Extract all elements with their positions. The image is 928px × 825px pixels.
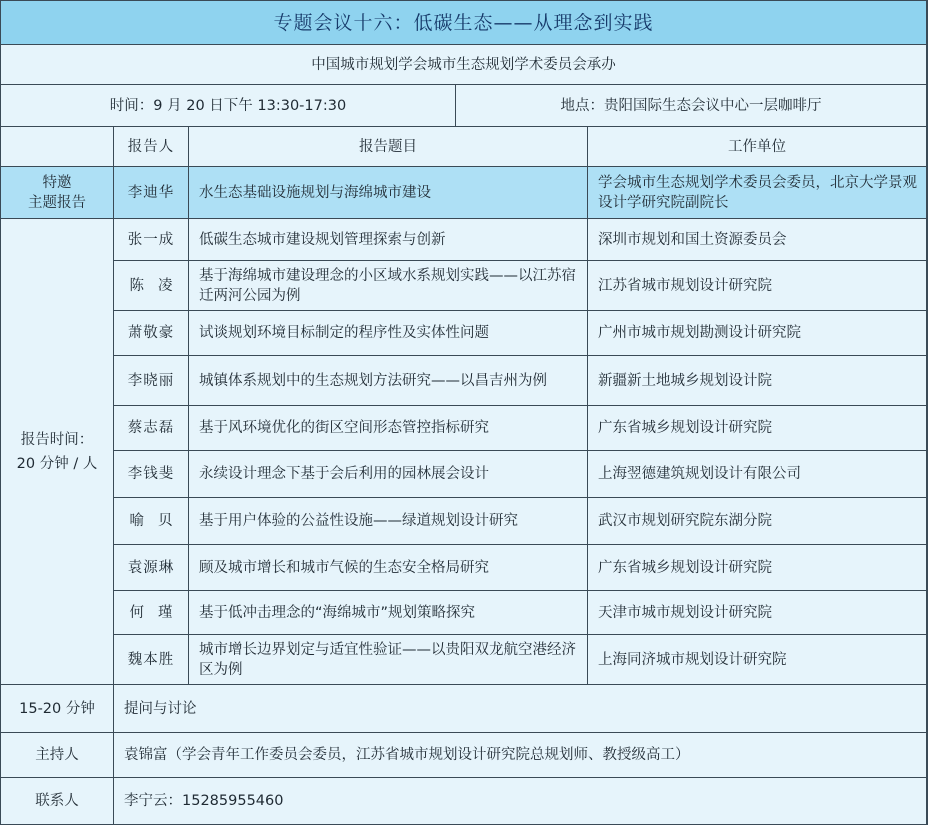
talk-unit: 广东省城乡规划设计研究院 (588, 545, 927, 591)
header-topic: 报告题目 (189, 127, 588, 167)
talk-topic: 基于用户体验的公益性设施——绿道规划设计研究 (189, 498, 588, 545)
talk-speaker: 李晓丽 (114, 356, 189, 406)
time-info: 时间：9 月 20 日下午 13:30-17:30 (1, 85, 456, 127)
talk-unit: 新疆新土地城乡规划设计院 (588, 356, 927, 406)
contact-label: 联系人 (1, 778, 114, 824)
talk-speaker: 魏本胜 (114, 635, 189, 685)
header-speaker: 报告人 (114, 127, 189, 167)
keynote-topic: 水生态基础设施规划与海绵城市建设 (189, 167, 588, 219)
talk-unit: 深圳市规划和国土资源委员会 (588, 219, 927, 261)
talk-speaker: 陈凌 (114, 261, 189, 311)
qa-label: 15-20 分钟 (1, 685, 114, 733)
talk-speaker: 萧敬豪 (114, 311, 189, 356)
talk-topic: 城镇体系规划中的生态规划方法研究——以昌吉州为例 (189, 356, 588, 406)
talk-speaker: 张一成 (114, 219, 189, 261)
talk-unit: 广东省城乡规划设计研究院 (588, 406, 927, 451)
header-unit: 工作单位 (588, 127, 927, 167)
host-value: 袁锦富（学会青年工作委员会委员，江苏省城市规划设计研究院总规划师、教授级高工） (114, 733, 927, 778)
session-title: 专题会议十六：低碳生态——从理念到实践 (1, 1, 927, 45)
talk-speaker: 李钱斐 (114, 451, 189, 498)
talk-unit: 天津市城市规划设计研究院 (588, 591, 927, 635)
keynote-speaker: 李迪华 (114, 167, 189, 219)
talk-unit: 武汉市规划研究院东湖分院 (588, 498, 927, 545)
talk-topic: 永续设计理念下基于会后利用的园林展会设计 (189, 451, 588, 498)
host-label: 主持人 (1, 733, 114, 778)
keynote-label: 特邀 主题报告 (1, 167, 114, 219)
talk-unit: 江苏省城市规划设计研究院 (588, 261, 927, 311)
talk-speaker: 蔡志磊 (114, 406, 189, 451)
qa-value: 提问与讨论 (114, 685, 927, 733)
talk-unit: 广州市城市规划勘测设计研究院 (588, 311, 927, 356)
talk-topic: 低碳生态城市建设规划管理探索与创新 (189, 219, 588, 261)
keynote-unit: 学会城市生态规划学术委员会委员，北京大学景观设计学研究院副院长 (588, 167, 927, 219)
report-time-label: 报告时间： 20 分钟 / 人 (1, 219, 114, 685)
talk-topic: 基于海绵城市建设理念的小区域水系规划实践——以江苏宿迁两河公园为例 (189, 261, 588, 311)
talk-unit: 上海同济城市规划设计研究院 (588, 635, 927, 685)
talk-unit: 上海翌德建筑规划设计有限公司 (588, 451, 927, 498)
talk-topic: 顾及城市增长和城市气候的生态安全格局研究 (189, 545, 588, 591)
talk-speaker: 喻贝 (114, 498, 189, 545)
talk-topic: 基于低冲击理念的“海绵城市”规划策略探究 (189, 591, 588, 635)
header-blank (1, 127, 114, 167)
contact-value: 李宁云：15285955460 (114, 778, 927, 824)
organizer: 中国城市规划学会城市生态规划学术委员会承办 (1, 45, 927, 85)
talk-topic: 试谈规划环境目标制定的程序性及实体性问题 (189, 311, 588, 356)
talk-topic: 城市增长边界划定与适宜性验证——以贵阳双龙航空港经济区为例 (189, 635, 588, 685)
talk-topic: 基于风环境优化的街区空间形态管控指标研究 (189, 406, 588, 451)
talk-speaker: 何瑾 (114, 591, 189, 635)
talk-speaker: 袁源琳 (114, 545, 189, 591)
place-info: 地点：贵阳国际生态会议中心一层咖啡厅 (456, 85, 927, 127)
